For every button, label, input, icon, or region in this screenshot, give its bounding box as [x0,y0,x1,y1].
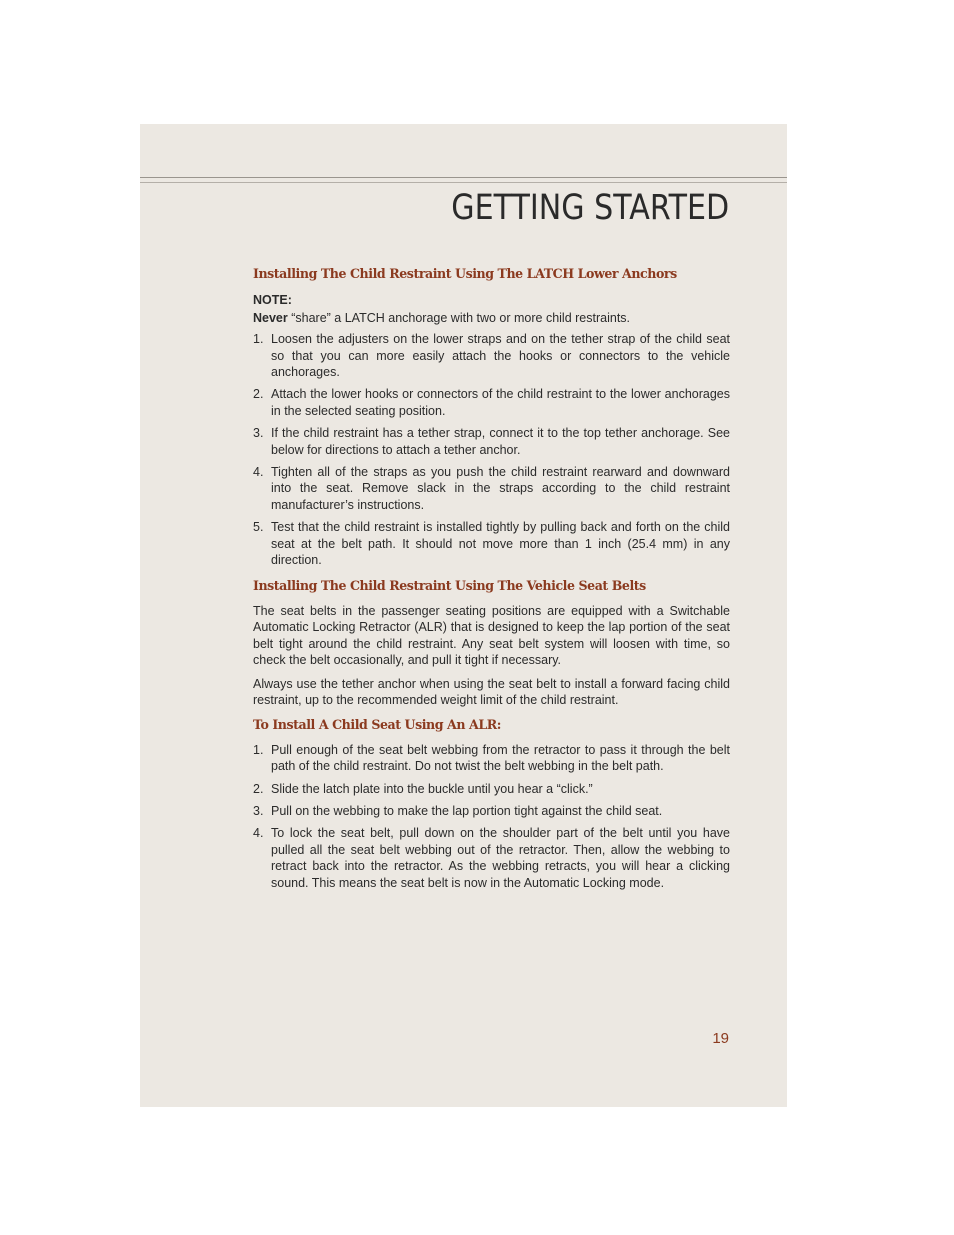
list-item [253,781,730,797]
header-rule-secondary [140,182,787,183]
list-item [253,742,730,775]
step-text: To lock the seat belt, pull down on the shoulder part of the belt until you have pulled all the seat belt webbing out of the retractor. Then, allow the webbing to retract back into the retractor. As the webbing retracts, you will hear a clicking sound. This means the seat belt is now in the Automatic Locking mode. [271,826,730,890]
step-text: Pull on the webbing to make the lap portion tight against the child seat. [271,803,663,818]
step-text: Pull enough of the seat belt webbing from the retractor to pass it through the belt path of the child restraint. Do not twist the belt webbing in the belt path. [271,742,730,774]
list-item [253,519,730,568]
step-number: 4. [253,826,264,841]
step-number: 1. [253,742,264,757]
step-number: 1. [253,332,264,347]
step-number: 3. [253,426,264,441]
step-text: Tighten all of the straps as you push the child restraint rearward and downward into the seat. Remove slack in the straps according to the child restraint manufacturer’s instructions. [271,465,730,512]
note-text [253,310,730,326]
note-never: Never [253,310,288,325]
list-item [253,425,730,458]
step-number: 3. [253,803,264,818]
step-number: 5. [253,520,264,535]
note-body: “share” a LATCH anchorage with two or more child restraints. [287,310,631,325]
seat-belts-paragraph: The seat belts in the passenger seating positions are equipped with a Switchable Automatic Locking Retractor (ALR) that is designed to keep the lap portion of the seat belt tight around the child restraint. Any seat belt system will loosen with time, so check the belt occasionally, and pull it tight if necessary. [253,603,730,668]
tether-paragraph: Always use the tether anchor when using the seat belt to install a forward facing child restraint, up to the recommended weight limit of the child restraint. [253,676,730,707]
step-number: 2. [253,387,264,402]
header-rule [140,177,787,178]
step-text: Loosen the adjusters on the lower straps and on the tether strap of the child seat so that you can more easily attach the hooks or connectors to the vehicle anchorages. [271,332,730,380]
chapter-title: GETTING STARTED [451,188,729,228]
list-item [253,825,730,891]
step-number: 2. [253,781,264,796]
alr-steps-list [253,742,730,891]
content-column [253,266,730,891]
list-item [253,386,730,419]
section-heading-seat-belts: Installing The Child Restraint Using The Vehicle Seat Belts [253,577,646,593]
list-item [253,331,730,380]
latch-steps-list [253,331,730,568]
section-heading-alr: To Install A Child Seat Using An ALR: [253,717,501,733]
step-text: If the child restraint has a tether strap, connect it to the top tether anchorage. See below for directions to attach a tether anchor. [271,426,730,457]
list-item [253,803,730,819]
step-number: 4. [253,465,264,480]
list-item [253,464,730,513]
step-text: Attach the lower hooks or connectors of the child restraint to the lower anchorages in the selected seating position. [271,387,730,418]
step-text: Test that the child restraint is installed tightly by pulling back and forth on the child seat at the belt path. It should not move more than 1 inch (25.4 mm) in any direction. [271,520,730,568]
note-label: NOTE: [253,293,292,308]
manual-page [140,124,787,1107]
page-number: 19 [712,1030,729,1047]
section-heading-latch: Installing The Child Restraint Using The LATCH Lower Anchors [253,266,677,281]
step-text: Slide the latch plate into the buckle until you hear a “click.” [271,781,593,796]
